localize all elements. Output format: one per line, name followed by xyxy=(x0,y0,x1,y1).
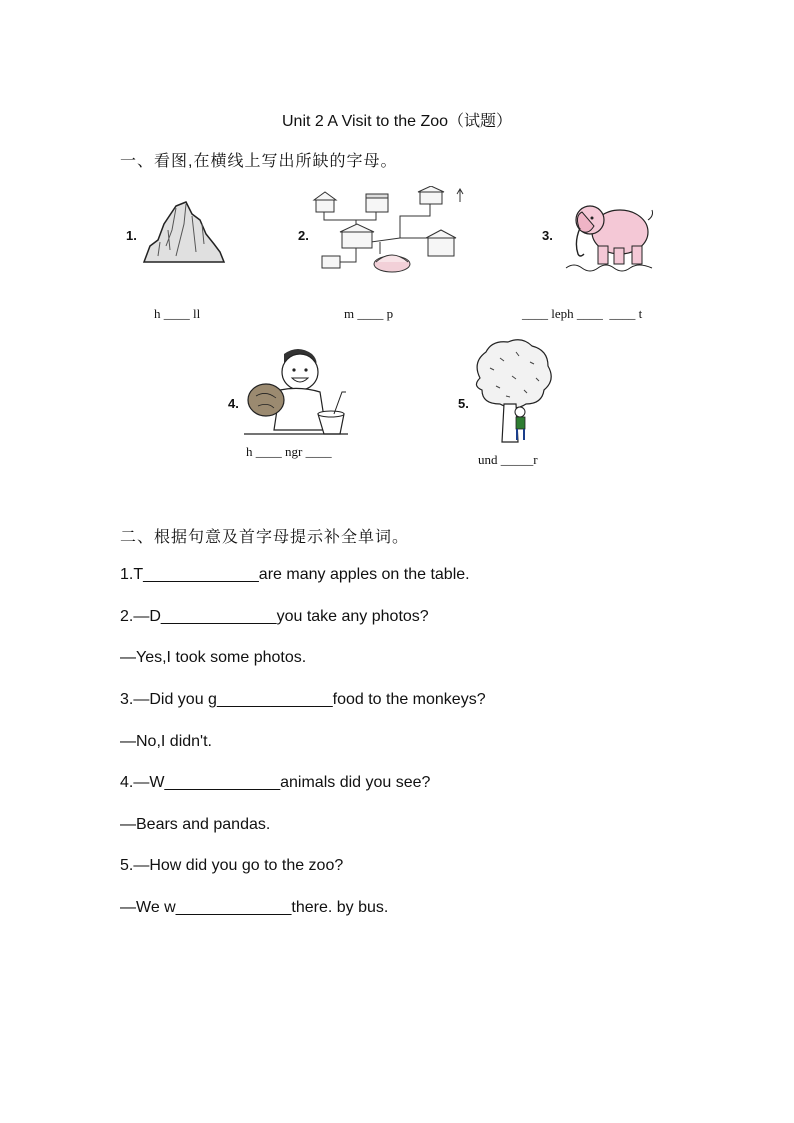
question-line: 2.—D_____________you take any photos? xyxy=(120,608,429,625)
item1-number: 1. xyxy=(126,228,137,243)
question-line: 1.T_____________are many apples on the table. xyxy=(120,566,470,583)
item2-number: 2. xyxy=(298,228,309,243)
page-title: Unit 2 A Visit to the Zoo（试题） xyxy=(281,113,513,130)
answer-line: —Bears and pandas. xyxy=(120,816,271,833)
item1-blank: h ____ ll xyxy=(154,306,201,321)
hill-illustration xyxy=(140,200,226,266)
map-illustration xyxy=(310,186,470,278)
elephant-illustration xyxy=(562,196,656,276)
item3-blank: ____ leph ____ ____ t xyxy=(522,306,643,321)
item3-number: 3. xyxy=(542,228,553,243)
tree-illustration xyxy=(470,338,554,448)
answer-line: —We w_____________there. by bus. xyxy=(120,899,389,916)
question-line: 4.—W_____________animals did you see? xyxy=(120,774,431,791)
item4-blank: h ____ ngr ____ xyxy=(246,444,332,459)
item2-blank: m ____ p xyxy=(344,306,394,321)
question-line: 3.—Did you g_____________food to the monkeys? xyxy=(120,691,486,708)
answer-line: —Yes,I took some photos. xyxy=(120,649,307,666)
question-line: 5.—How did you go to the zoo? xyxy=(120,857,344,874)
item5-number: 5. xyxy=(458,396,469,411)
hungry-boy-illustration xyxy=(244,346,348,438)
section2-heading: 二、根据句意及首字母提示补全单词。 xyxy=(120,529,410,546)
answer-line: —No,I didn't. xyxy=(120,733,212,750)
item5-blank: und _____r xyxy=(478,452,538,467)
section1-heading: 一、看图,在横线上写出所缺的字母。 xyxy=(120,153,398,170)
item4-number: 4. xyxy=(228,396,239,411)
